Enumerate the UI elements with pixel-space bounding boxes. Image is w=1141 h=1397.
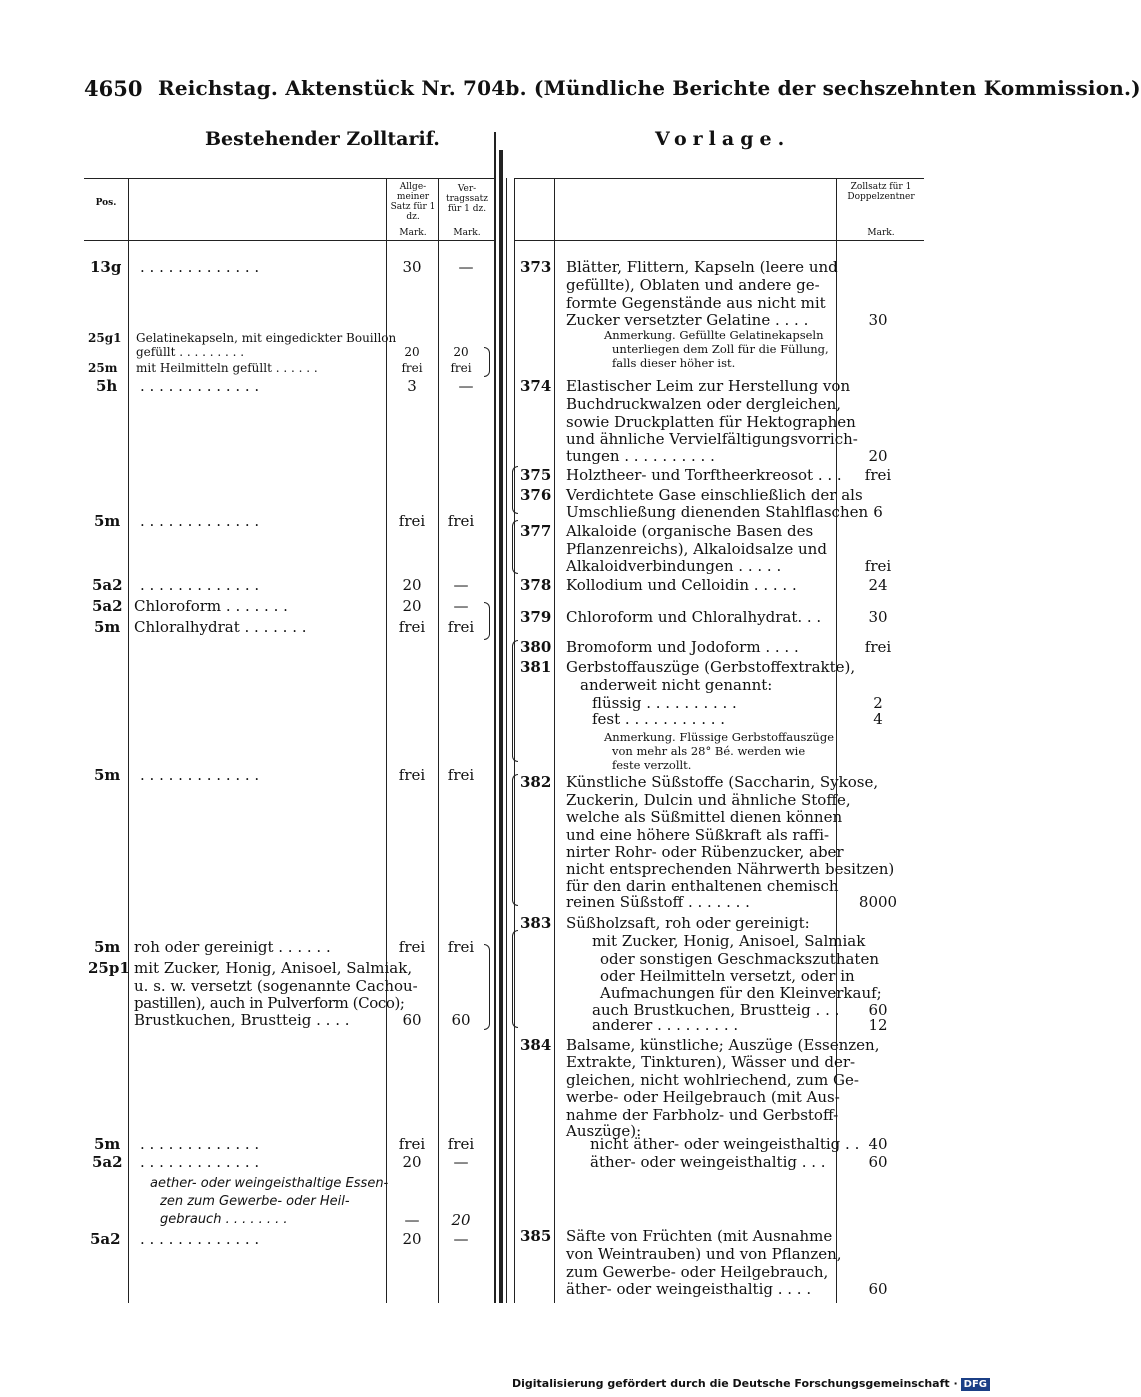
- left-text: roh oder gereinigt . . . . . .: [134, 938, 331, 956]
- left-text: Chloralhydrat . . . . . . .: [134, 618, 307, 636]
- right-rate: 60: [868, 1280, 888, 1298]
- left-treaty: frei: [450, 361, 472, 375]
- right-num: 379: [520, 608, 552, 626]
- left-text: . . . . . . . . . . . . .: [140, 1230, 260, 1248]
- right-note: von mehr als 28° Bé. werden wie: [612, 744, 806, 758]
- right-rate: 12: [868, 1016, 888, 1034]
- left-treaty: frei: [447, 938, 475, 956]
- right-rate: 40: [868, 1135, 888, 1153]
- right-text: fest . . . . . . . . . . .: [592, 710, 726, 728]
- right-text: sowie Druckplatten für Hektographen: [566, 413, 856, 431]
- left-treaty: —: [453, 1230, 469, 1248]
- right-header-bottom-rule: [514, 240, 924, 241]
- left-pos: 5m: [94, 1135, 121, 1153]
- left-text: pastillen), auch in Pulverform (Coco);: [134, 994, 405, 1012]
- left-treaty: frei: [447, 1135, 475, 1153]
- left-general: —: [404, 1211, 420, 1229]
- right-text: mit Zucker, Honig, Anisoel, Salmiak: [592, 932, 866, 950]
- left-section-title: Bestehender Zolltarif.: [205, 128, 440, 150]
- left-general: frei: [398, 618, 426, 636]
- left-general: frei: [401, 361, 423, 375]
- left-treaty: 60: [451, 1011, 471, 1029]
- left-text: . . . . . . . . . . . . .: [140, 1153, 260, 1171]
- right-text: zum Gewerbe- oder Heilgebrauch,: [566, 1263, 829, 1281]
- brace: [512, 640, 518, 762]
- left-general: frei: [398, 938, 426, 956]
- center-divider-thick: [499, 150, 503, 1303]
- brace: [484, 347, 490, 377]
- unit-general: Mark.: [399, 228, 427, 238]
- right-text: Alkaloide (organische Basen des: [566, 522, 814, 540]
- left-general: frei: [398, 1135, 426, 1153]
- brace: [484, 602, 490, 640]
- right-text: Aufmachungen für den Kleinverkauf;: [600, 984, 882, 1002]
- right-rate: 4: [873, 710, 883, 728]
- right-text: und ähnliche Vervielfältigungsvorrich-: [566, 430, 858, 448]
- center-divider-right: [506, 178, 507, 1303]
- right-text: Buchdruckwalzen oder dergleichen,: [566, 395, 841, 413]
- col-header-general: Allge- meiner Satz für 1 dz.: [390, 182, 436, 222]
- right-note: Anmerkung. Gefüllte Gelatinekapseln: [604, 328, 824, 342]
- right-num-rule: [554, 178, 555, 1303]
- left-general: 30: [402, 258, 422, 276]
- right-text: Künstliche Süßstoffe (Saccharin, Sykose,: [566, 773, 879, 791]
- left-text: . . . . . . . . . . . . .: [140, 1135, 260, 1153]
- right-text: gleichen, nicht wohlriechend, zum Ge-: [566, 1071, 859, 1089]
- left-pos: 13g: [90, 258, 122, 276]
- left-general-rule: [386, 178, 387, 1303]
- left-text: mit Zucker, Honig, Anisoel, Salmiak,: [134, 959, 413, 977]
- left-treaty: —: [453, 576, 469, 594]
- right-text: anderweit nicht genannt:: [580, 676, 773, 694]
- left-table-top-rule: [84, 178, 494, 179]
- right-rate: frei: [864, 638, 892, 656]
- left-header-bottom-rule: [84, 240, 494, 241]
- center-divider-left: [494, 132, 496, 1303]
- left-pos: 5a2: [92, 1153, 123, 1171]
- left-treaty: —: [458, 377, 474, 395]
- right-text: von Weintrauben) und von Pflanzen,: [566, 1245, 842, 1263]
- right-text: Verdichtete Gase einschließlich der als: [566, 486, 863, 504]
- right-text: flüssig . . . . . . . . . .: [592, 694, 737, 712]
- left-text: Gelatinekapseln, mit eingedickter Bouillon: [136, 331, 397, 345]
- right-text: Zuckerin, Dulcin und ähnliche Stoffe,: [566, 791, 851, 809]
- right-text: Extrakte, Tinkturen), Wässer und der-: [566, 1053, 856, 1071]
- right-text: Pflanzenreichs), Alkaloidsalze und: [566, 540, 827, 558]
- right-text: tungen . . . . . . . . . .: [566, 447, 715, 465]
- brace: [512, 930, 518, 1028]
- dfg-logo: DFG: [961, 1378, 990, 1391]
- left-text: u. s. w. versetzt (sogenannte Cachou-: [134, 977, 418, 995]
- left-pos: 25m: [88, 361, 118, 375]
- right-rate: 24: [868, 576, 888, 594]
- right-text: Gerbstoffauszüge (Gerbstoffextrakte),: [566, 658, 856, 676]
- left-general: 20: [402, 576, 422, 594]
- right-text: auch Brustkuchen, Brustteig . . .: [592, 1001, 840, 1019]
- right-text: gefüllte), Oblaten und andere ge-: [566, 276, 820, 294]
- left-treaty-rule: [438, 178, 439, 1303]
- left-treaty: frei: [447, 512, 475, 530]
- right-note: unterliegen dem Zoll für die Füllung,: [612, 342, 829, 356]
- right-text: Kollodium und Celloidin . . . . .: [566, 576, 797, 594]
- right-text: äther- oder weingeisthaltig . . .: [590, 1153, 826, 1171]
- left-pos: 5a2: [92, 576, 123, 594]
- right-text: Zucker versetzter Gelatine . . . .: [566, 311, 809, 329]
- unit-rate: Mark.: [867, 228, 895, 238]
- right-text: oder sonstigen Geschmackszuthaten: [600, 950, 880, 968]
- right-rate: frei: [864, 557, 892, 575]
- right-note: falls dieser höher ist.: [612, 356, 736, 370]
- left-general: 60: [402, 1011, 422, 1029]
- brace: [484, 944, 490, 1030]
- right-rate: 60: [868, 1153, 888, 1171]
- left-pos: 5h: [96, 377, 118, 395]
- left-text: aether- oder weingeisthaltige Essen-: [150, 1176, 389, 1191]
- right-rate: 8000: [858, 893, 898, 911]
- col-header-treaty: Ver- tragssatz für 1 dz.: [445, 184, 488, 214]
- right-text: Bromoform und Jodoform . . . .: [566, 638, 799, 656]
- left-treaty: —: [453, 1153, 469, 1171]
- right-num: 376: [520, 486, 552, 504]
- right-text: anderer . . . . . . . . .: [592, 1016, 739, 1034]
- brace: [512, 466, 518, 514]
- left-general: frei: [398, 512, 426, 530]
- left-text: gefüllt . . . . . . . . .: [136, 345, 245, 359]
- right-text: Auszüge):: [566, 1122, 642, 1140]
- left-treaty: —: [458, 258, 474, 276]
- left-pos: 5m: [94, 766, 121, 784]
- left-text: . . . . . . . . . . . . .: [140, 512, 260, 530]
- right-text: Balsame, künstliche; Auszüge (Essenzen,: [566, 1036, 880, 1054]
- right-text: Holztheer- und Torftheerkreosot . . .: [566, 466, 842, 484]
- left-general: 20: [402, 597, 422, 615]
- right-rate: 6: [873, 503, 883, 521]
- right-text: und eine höhere Süßkraft als raffi-: [566, 826, 830, 844]
- left-general: 3: [407, 377, 417, 395]
- left-text: . . . . . . . . . . . . .: [140, 377, 260, 395]
- unit-treaty: Mark.: [453, 228, 481, 238]
- left-text: Chloroform . . . . . . .: [134, 597, 288, 615]
- right-text: nicht äther- oder weingeisthaltig . .: [590, 1135, 860, 1153]
- right-num: 377: [520, 522, 552, 540]
- right-text: für den darin enthaltenen chemisch: [566, 877, 839, 895]
- brace: [512, 520, 518, 574]
- right-text: Elastischer Leim zur Herstellung von: [566, 377, 851, 395]
- left-pos: 5a2: [90, 1230, 121, 1248]
- left-treaty: 20: [453, 345, 469, 359]
- right-text: reinen Süßstoff . . . . . . .: [566, 893, 750, 911]
- left-text: . . . . . . . . . . . . .: [140, 576, 260, 594]
- left-treaty: frei: [447, 618, 475, 636]
- footer: [512, 1377, 990, 1391]
- right-text: welche als Süßmittel dienen können: [566, 808, 843, 826]
- right-text: nicht entsprechenden Nährwerth besitzen): [566, 860, 895, 878]
- left-text: gebrauch . . . . . . . .: [160, 1212, 288, 1227]
- left-treaty: —: [453, 597, 469, 615]
- right-rate: 30: [868, 311, 888, 329]
- right-num: 373: [520, 258, 552, 276]
- page-number: 4650: [84, 76, 143, 101]
- left-general: 20: [402, 1230, 422, 1248]
- left-pos: 5a2: [92, 597, 123, 615]
- right-rate: 30: [868, 608, 888, 626]
- left-pos: 5m: [94, 512, 121, 530]
- left-pos: 5m: [94, 618, 121, 636]
- right-note: feste verzollt.: [612, 758, 692, 772]
- page-title: Reichstag. Aktenstück Nr. 704b. (Mündliche Berichte der sechszehnten Kommission.): [158, 76, 1141, 100]
- left-pos-rule: [128, 178, 129, 1303]
- right-num: 385: [520, 1227, 552, 1245]
- right-rate: 20: [868, 447, 888, 465]
- left-text: . . . . . . . . . . . . .: [140, 766, 260, 784]
- right-text: nahme der Farbholz- und Gerbstoff-: [566, 1106, 839, 1124]
- right-text: Alkaloidverbindungen . . . . .: [566, 557, 782, 575]
- right-rate: frei: [864, 466, 892, 484]
- right-note: Anmerkung. Flüssige Gerbstoffauszüge: [604, 730, 835, 744]
- col-header-pos: Pos.: [95, 198, 117, 208]
- right-num: 382: [520, 773, 552, 791]
- footer-text: Digitalisierung gefördert durch die Deutsche Forschungsgemeinschaft ·: [511, 1377, 958, 1390]
- right-section-title: Vorlage.: [655, 128, 791, 150]
- left-pos: 5m: [94, 938, 121, 956]
- right-num: 384: [520, 1036, 552, 1054]
- left-treaty: 20: [451, 1211, 471, 1229]
- right-num: 374: [520, 377, 552, 395]
- left-text: mit Heilmitteln gefüllt . . . . . .: [136, 361, 318, 375]
- left-text: zen zum Gewerbe- oder Heil-: [160, 1194, 350, 1209]
- right-text: Chloroform und Chloralhydrat. . .: [566, 608, 822, 626]
- right-num: 383: [520, 914, 552, 932]
- right-num: 381: [520, 658, 552, 676]
- left-pos: 25p1: [88, 959, 130, 977]
- left-pos: 25g1: [88, 331, 122, 345]
- left-general: 20: [402, 1153, 422, 1171]
- right-rate: 60: [868, 1001, 888, 1019]
- right-text: Säfte von Früchten (mit Ausnahme: [566, 1227, 833, 1245]
- right-text: oder Heilmitteln versetzt, oder in: [600, 967, 855, 985]
- right-text: formte Gegenstände aus nicht mit: [566, 294, 826, 312]
- col-header-rate: Zollsatz für 1 Doppelzentner: [847, 182, 915, 202]
- right-text: Süßholzsaft, roh oder gereinigt:: [566, 914, 810, 932]
- left-general: frei: [398, 766, 426, 784]
- right-table-top-rule: [514, 178, 924, 179]
- left-general: 20: [404, 345, 420, 359]
- right-num: 380: [520, 638, 552, 656]
- brace: [512, 774, 518, 906]
- right-text: Blätter, Flittern, Kapseln (leere und: [566, 258, 838, 276]
- right-num: 375: [520, 466, 552, 484]
- left-text: Brustkuchen, Brustteig . . . .: [134, 1011, 350, 1029]
- left-treaty: frei: [447, 766, 475, 784]
- right-text: äther- oder weingeisthaltig . . . .: [566, 1280, 812, 1298]
- right-text: nirter Rohr- oder Rübenzucker, aber: [566, 843, 844, 861]
- right-text: werbe- oder Heilgebrauch (mit Aus-: [566, 1088, 840, 1106]
- right-num: 378: [520, 576, 552, 594]
- left-text: . . . . . . . . . . . . .: [140, 258, 260, 276]
- right-rate: 2: [873, 694, 883, 712]
- right-text: Umschließung dienenden Stahlflaschen: [566, 503, 869, 521]
